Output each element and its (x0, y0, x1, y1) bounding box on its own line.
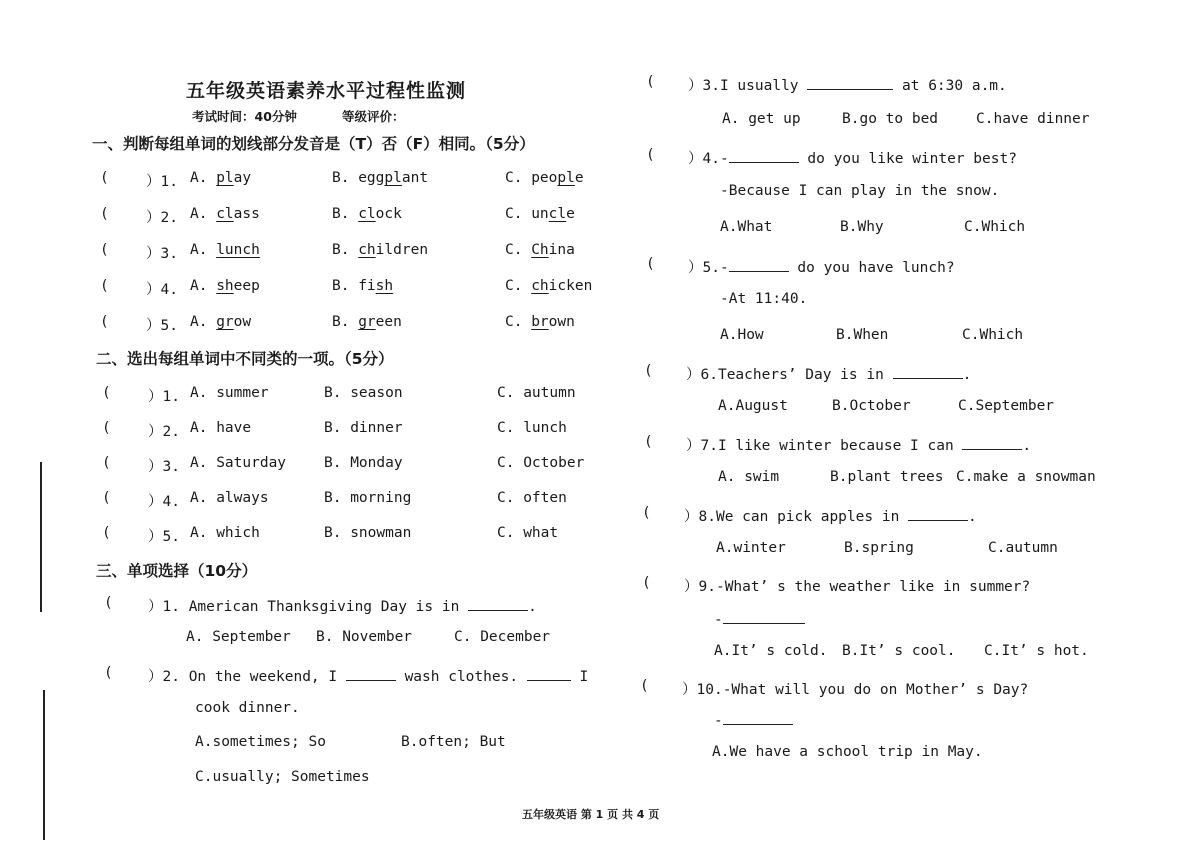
underlined-letters: ch (358, 242, 376, 258)
question-8: ）8.We can pick apples in . (684, 509, 977, 525)
option-a: A. play (190, 170, 252, 186)
question-7: ）7.I like winter because I can . (686, 438, 1032, 454)
underlined-letters: ch (531, 278, 549, 294)
underlined-letters: cl (216, 206, 234, 222)
answer-blank[interactable] (908, 507, 968, 521)
margin-line (40, 462, 42, 612)
answer-paren[interactable]: ( (640, 678, 649, 694)
answer-blank[interactable] (346, 667, 396, 681)
option-b: B. fish (332, 278, 394, 294)
option-a: A.August (718, 398, 788, 414)
option-b: B. clock (332, 206, 402, 222)
option-a: A. which (190, 525, 260, 541)
item-number: ）1. (146, 174, 178, 190)
answer-paren[interactable]: ( (100, 242, 109, 258)
answer-blank[interactable] (468, 597, 528, 611)
section1-heading: 一、判断每组单词的划线部分发音是（T）否（F）相同。（5分） (92, 135, 535, 153)
item-number: ）2. (148, 424, 180, 440)
option-c: C.September (958, 398, 1055, 414)
page-title: 五年级英语素养水平过程性监测 (186, 80, 467, 102)
question-2-cont: cook dinner. (195, 700, 300, 716)
question-5: ）5.- do you have lunch? (688, 260, 955, 276)
answer-paren[interactable]: ( (644, 363, 653, 379)
answer-paren[interactable]: ( (104, 595, 113, 611)
option-b: B. green (332, 314, 402, 330)
option-c: C. uncle (505, 206, 575, 222)
answer-blank[interactable] (893, 365, 963, 379)
underlined-letters: sh (216, 278, 234, 294)
section2-heading: 二、选出每组单词中不同类的一项。（5分） (96, 350, 394, 368)
item-number: ）4. (146, 282, 178, 298)
underlined-letters: gr (358, 314, 376, 330)
option-b: B.go to bed (842, 111, 939, 127)
option-a: A.winter (716, 540, 786, 556)
underlined-letters: sh (375, 278, 394, 294)
answer-paren[interactable]: ( (102, 455, 111, 471)
option-c: C. people (505, 170, 584, 186)
answer-blank[interactable] (723, 711, 793, 725)
option-c: C.It’ s hot. (984, 643, 1089, 659)
option-a: A.How (720, 327, 764, 343)
answer-blank[interactable] (729, 258, 789, 272)
option-c: C. often (497, 490, 567, 506)
underlined-letters: cl (548, 206, 567, 222)
option-c: C.Which (962, 327, 1024, 343)
answer-blank[interactable] (723, 610, 805, 624)
option-a: A. sheep (190, 278, 260, 294)
item-number: ）5. (146, 318, 178, 334)
answer-paren[interactable]: ( (646, 256, 655, 272)
option-a: A. always (190, 490, 269, 506)
option-c: C. December (454, 629, 551, 645)
option-c: C. brown (505, 314, 575, 330)
answer-blank[interactable] (807, 76, 893, 90)
answer-paren[interactable]: ( (102, 420, 111, 436)
option-b: B.spring (844, 540, 914, 556)
option-b: B. eggplant (332, 170, 429, 186)
answer-blank[interactable] (527, 667, 571, 681)
underlined-letters: gr (216, 314, 234, 330)
option-b: B.Why (840, 219, 884, 235)
option-b: B.When (836, 327, 889, 343)
answer-paren[interactable]: ( (100, 206, 109, 222)
option-b: B. November (316, 629, 413, 645)
option-a: A. have (190, 420, 252, 436)
question-4-answer: -Because I can play in the snow. (720, 183, 1000, 199)
answer-paren[interactable]: ( (642, 505, 651, 521)
question-10: ）10.-What will you do on Mother’ s Day? (682, 682, 1029, 698)
option-b: B. children (332, 242, 429, 258)
option-a: A.What (720, 219, 773, 235)
option-a: A. class (190, 206, 260, 222)
underlined-letters: br (531, 314, 549, 330)
answer-paren[interactable]: ( (102, 525, 111, 541)
option-c: C. lunch (497, 420, 567, 436)
item-number: ）4. (148, 494, 180, 510)
option-c: C. autumn (497, 385, 576, 401)
option-c: C. what (497, 525, 559, 541)
question-9-answer: - (714, 610, 805, 628)
option-c: C.Which (964, 219, 1026, 235)
option-c: C. chicken (505, 278, 593, 294)
answer-paren[interactable]: ( (100, 314, 109, 330)
option-a: A. grow (190, 314, 252, 330)
item-number: ）5. (148, 529, 180, 545)
answer-paren[interactable]: ( (100, 170, 109, 186)
answer-paren[interactable]: ( (102, 490, 111, 506)
answer-paren[interactable]: ( (642, 575, 651, 591)
option-a: A.It’ s cold. (714, 643, 828, 659)
question-10-answer: - (714, 711, 793, 729)
question-2: ）2. On the weekend, I wash clothes. I (148, 669, 589, 685)
option-a: A.sometimes; So (195, 734, 326, 750)
answer-paren[interactable]: ( (104, 665, 113, 681)
option-b: B.October (832, 398, 911, 414)
option-b: B. Monday (324, 455, 403, 471)
option-b: B.It’ s cool. (842, 643, 956, 659)
underlined-letters: Ch (531, 242, 549, 258)
question-6: ）6.Teachers’ Day is in . (686, 367, 972, 383)
item-number: ）2. (146, 210, 178, 226)
option-b: B.often; But (401, 734, 506, 750)
option-c: C.make a snowman (956, 469, 1096, 485)
question-3: ）3.I usually at 6:30 a.m. (688, 78, 1007, 94)
option-c: C.usually; Sometimes (195, 769, 370, 785)
option-b: B. snowman (324, 525, 412, 541)
item-number: ）3. (148, 459, 180, 475)
answer-paren[interactable]: ( (102, 385, 111, 401)
question-1: ）1. American Thanksgiving Day is in . (148, 599, 537, 615)
item-number: ）1. (148, 389, 180, 405)
option-c: C.autumn (988, 540, 1058, 556)
question-5-answer: -At 11:40. (720, 291, 808, 307)
option-a: A. swim (718, 469, 780, 485)
option-b: B. season (324, 385, 403, 401)
option-a: A. get up (722, 111, 801, 127)
option-c: C. October (497, 455, 585, 471)
option-a: A. Saturday (190, 455, 287, 471)
option-b: B.plant trees (830, 469, 944, 485)
underlined-letters: lunch (216, 242, 260, 258)
answer-paren[interactable]: ( (644, 434, 653, 450)
option-b: B. morning (324, 490, 412, 506)
option-a: A. lunch (190, 242, 260, 258)
answer-paren[interactable]: ( (100, 278, 109, 294)
underlined-letters: pl (216, 170, 234, 186)
underlined-letters: pl (557, 170, 575, 186)
answer-paren[interactable]: ( (646, 147, 655, 163)
grade-label: 等级评价： (342, 109, 405, 124)
margin-line (43, 690, 45, 840)
underlined-letters: pl (384, 170, 402, 186)
option-a: A. summer (190, 385, 269, 401)
option-b: B. dinner (324, 420, 403, 436)
exam-time-label: 考试时间：40分钟 (192, 109, 297, 124)
option-a: A. September (186, 629, 291, 645)
option-c: C.have dinner (976, 111, 1090, 127)
answer-paren[interactable]: ( (646, 74, 655, 90)
page-footer: 五年级英语 第 1 页 共 4 页 (522, 808, 660, 821)
answer-blank[interactable] (962, 436, 1022, 450)
option-a: A.We have a school trip in May. (712, 744, 983, 760)
option-c: C. China (505, 242, 575, 258)
section3-heading: 三、单项选择（10分） (96, 562, 258, 580)
question-4: ）4.- do you like winter best? (688, 151, 1017, 167)
item-number: ）3. (146, 246, 178, 262)
answer-blank[interactable] (729, 149, 799, 163)
question-9: ）9.-What’ s the weather like in summer? (684, 579, 1031, 595)
underlined-letters: cl (358, 206, 376, 222)
